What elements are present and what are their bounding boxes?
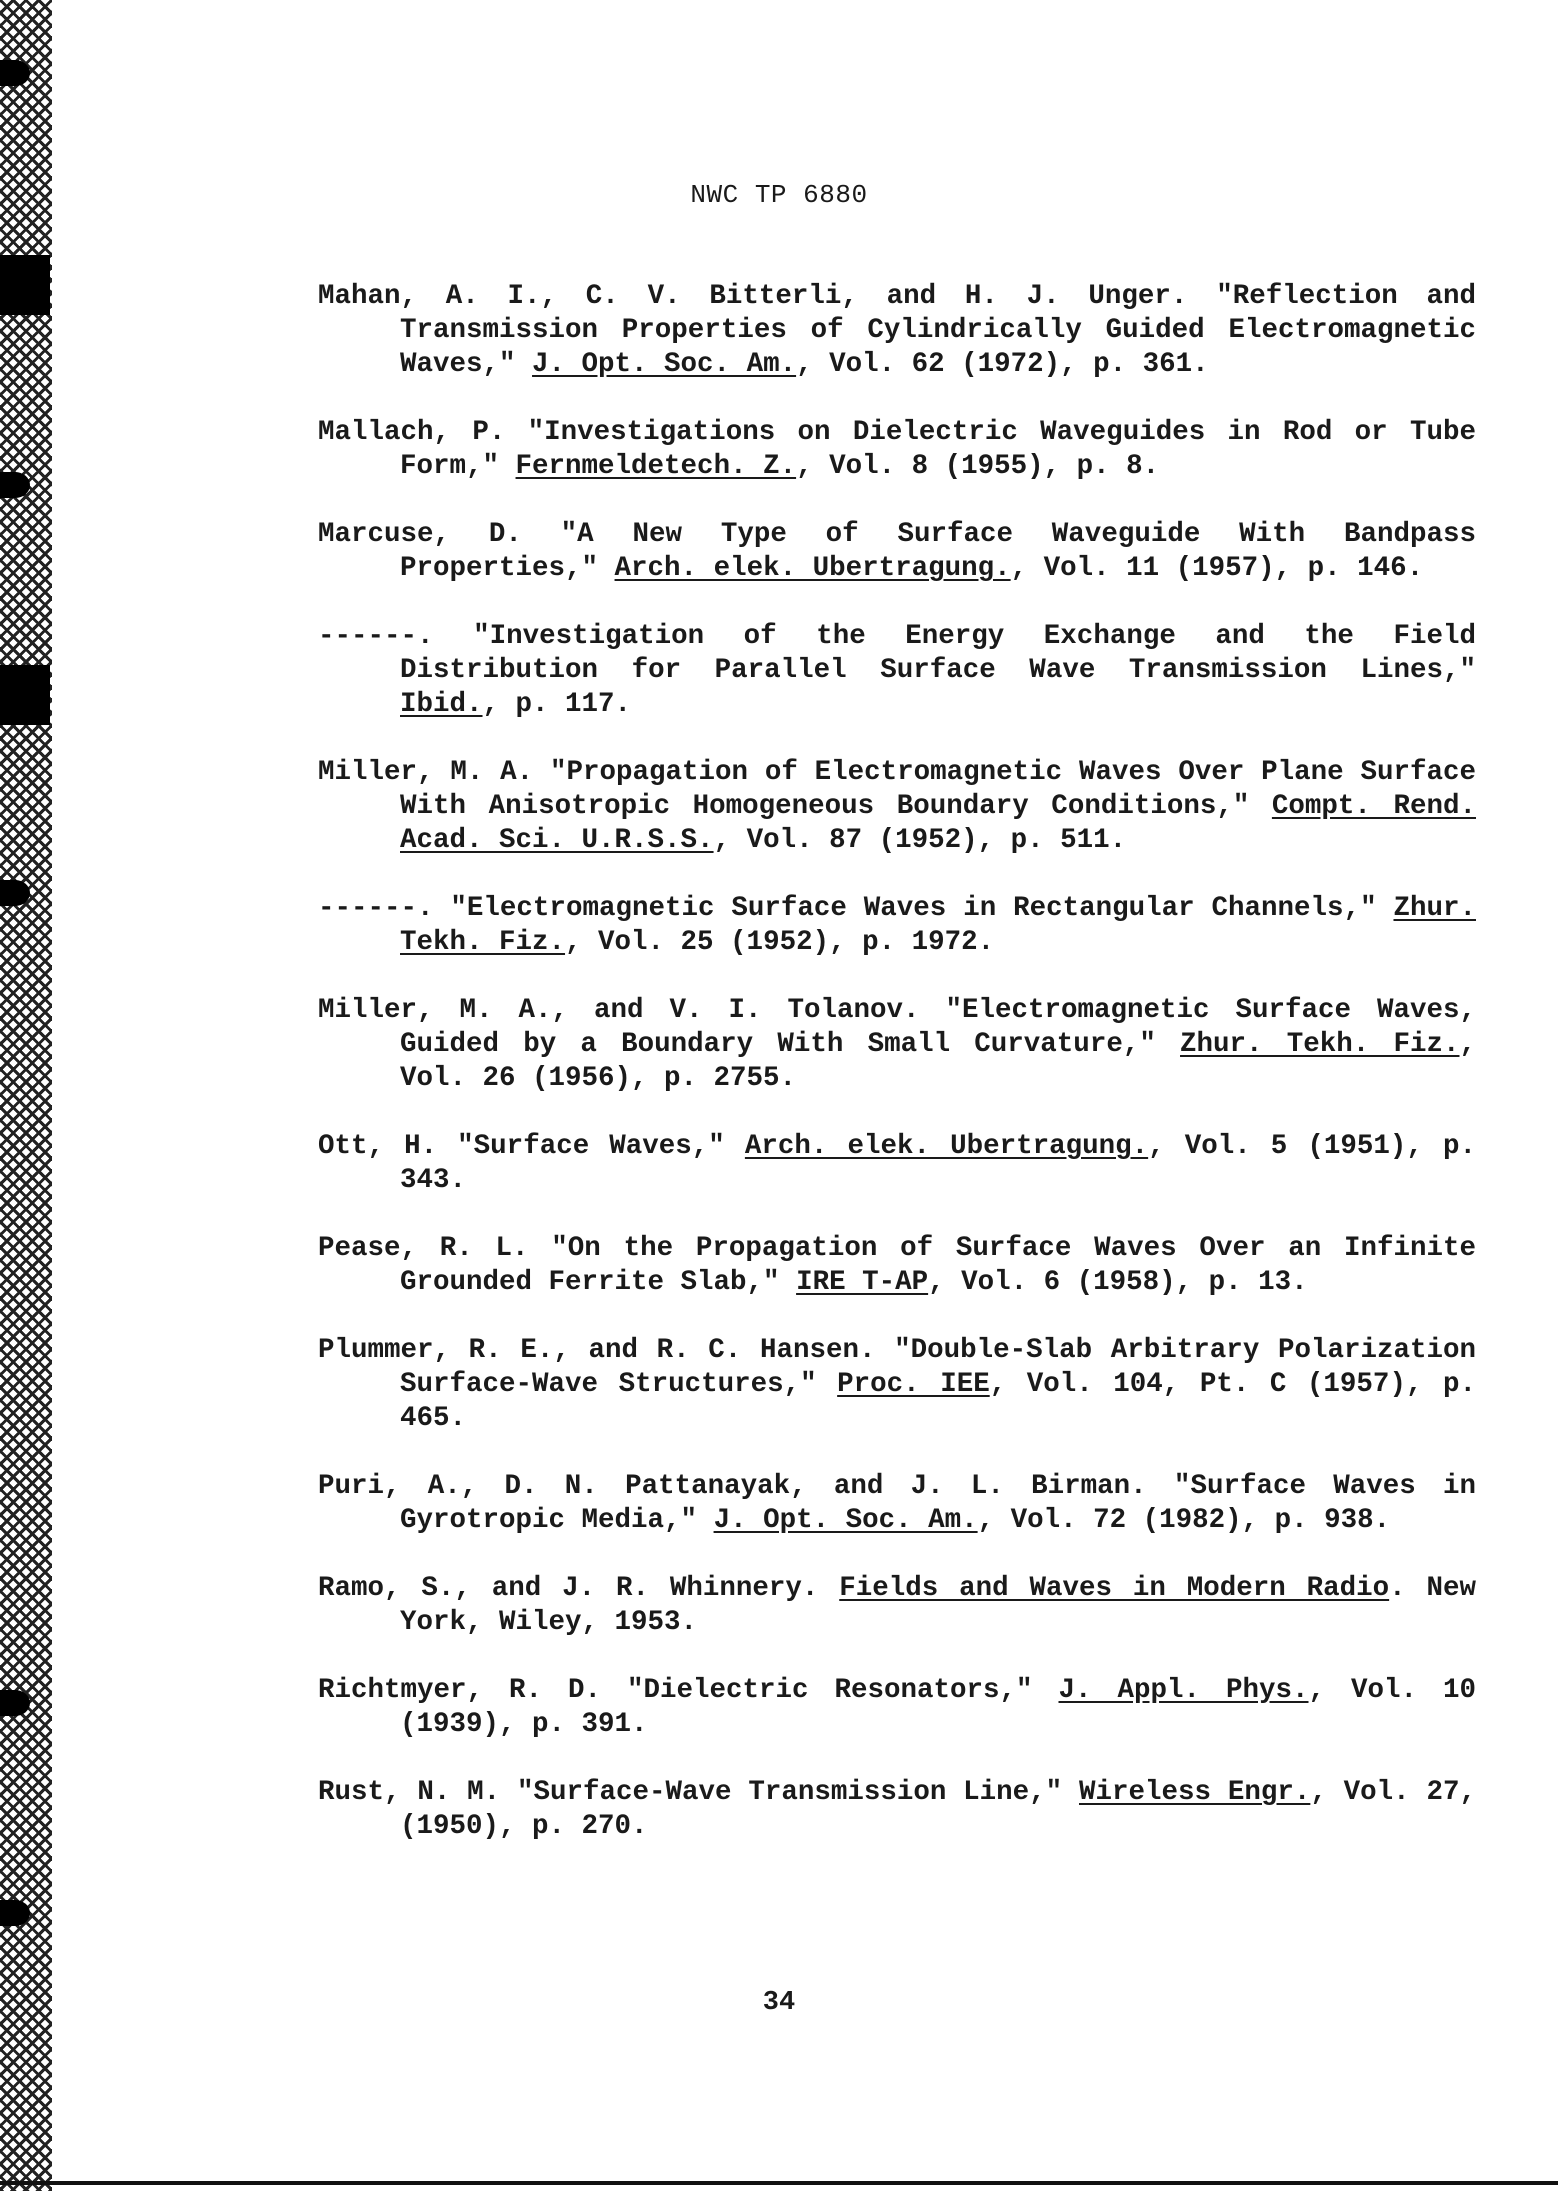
scan-dark-band (0, 255, 50, 315)
reference-detail: , Vol. 25 (1952), p. 1972. (565, 927, 995, 958)
reference-entry (318, 1572, 1476, 1640)
reference-entry (318, 416, 1476, 484)
reference-entry (318, 1334, 1476, 1436)
reference-entry (318, 1470, 1476, 1538)
punch-hole (0, 60, 30, 86)
page-number: 34 (762, 1988, 796, 2018)
reference-text: Rust, N. M. "Surface-Wave Transmission Line," (318, 1777, 1079, 1808)
reference-source: Fernmeldetech. Z. (515, 451, 797, 482)
reference-detail: , p. 117. (482, 689, 632, 720)
reference-entry (318, 994, 1476, 1096)
punch-hole (0, 1690, 30, 1716)
reference-text: Ramo, S., and J. R. Whinnery. (318, 1573, 840, 1604)
reference-detail: , Vol. 11 (1957), p. 146. (1010, 553, 1424, 584)
punch-hole (0, 472, 30, 498)
reference-text: Miller, M. A. "Propagation of Electromagnetic Waves Over Plane Surface With Anisotropic Homogeneous Boundary Conditions," (318, 757, 1476, 822)
reference-detail: , Vol. 10 (1939), p. 391. (400, 1675, 1476, 1740)
reference-source: Arch. elek. Ubertragung. (744, 1131, 1149, 1162)
reference-source: IRE T-AP (796, 1267, 929, 1298)
reference-entry (318, 1232, 1476, 1300)
reference-source: Arch. elek. Ubertragung. (614, 553, 1011, 584)
reference-entry (318, 518, 1476, 586)
reference-text: Miller, M. A., and V. I. Tolanov. "Electromagnetic Surface Waves, Guided by a Boundary With Small Curvature," (318, 995, 1476, 1060)
reference-text: Puri, A., D. N. Pattanayak, and J. L. Birman. "Surface Waves in Gyrotropic Media," (318, 1471, 1476, 1536)
reference-text: Marcuse, D. "A New Type of Surface Waveguide With Bandpass Properties," (318, 519, 1476, 584)
reference-source: Zhur. Tekh. Fiz. (1180, 1029, 1460, 1060)
reference-source: Zhur. Tekh. Fiz. (400, 893, 1476, 958)
reference-entry (318, 1130, 1476, 1198)
reference-detail: , Vol. 26 (1956), p. 2755. (400, 1029, 1476, 1094)
reference-source: J. Opt. Soc. Am. (713, 1505, 978, 1536)
reference-text: Pease, R. L. "On the Propagation of Surface Waves Over an Infinite Grounded Ferrite Slab," (318, 1233, 1476, 1298)
reference-detail: , Vol. 6 (1958), p. 13. (928, 1267, 1308, 1298)
reference-source: Ibid. (400, 689, 483, 720)
reference-detail: . New York, Wiley, 1953. (400, 1573, 1476, 1638)
reference-source: Fields and Waves in Modern Radio (839, 1573, 1390, 1604)
report-number-header: NWC TP 6880 (690, 180, 868, 210)
punch-hole (0, 1900, 30, 1926)
reference-text: Mahan, A. I., C. V. Bitterli, and H. J. Unger. "Reflection and Transmission Properties of Cylindrically Guided Electromagnetic Waves," (318, 281, 1476, 380)
reference-detail: , Vol. 87 (1952), p. 511. (713, 825, 1127, 856)
reference-entry (318, 756, 1476, 858)
reference-source: Compt. Rend. Acad. Sci. U.R.S.S. (400, 791, 1476, 856)
reference-source: Wireless Engr. (1079, 1777, 1311, 1808)
reference-source: J. Appl. Phys. (1058, 1675, 1309, 1706)
reference-detail: , Vol. 104, Pt. C (1957), p. 465. (400, 1369, 1476, 1434)
reference-entry (318, 892, 1476, 960)
reference-text: ------. "Electromagnetic Surface Waves in Rectangular Channels," (318, 893, 1394, 924)
reference-text: Plummer, R. E., and R. C. Hansen. "Double-Slab Arbitrary Polarization Surface-Wave Structures," (318, 1335, 1476, 1400)
page-bottom-rule (0, 2181, 1558, 2185)
scan-binding-edge (0, 0, 52, 2191)
reference-entry (318, 280, 1476, 382)
reference-entry (318, 1674, 1476, 1742)
reference-text: Mallach, P. "Investigations on Dielectric Waveguides in Rod or Tube Form," (318, 417, 1476, 482)
reference-text: Richtmyer, R. D. "Dielectric Resonators," (318, 1675, 1059, 1706)
reference-list (318, 280, 1476, 1878)
reference-source: J. Opt. Soc. Am. (532, 349, 797, 380)
reference-text: ------. "Investigation of the Energy Exchange and the Field Distribution for Parallel Surface Wave Transmission Lines," (318, 621, 1476, 686)
reference-detail: , Vol. 5 (1951), p. 343. (400, 1131, 1476, 1196)
reference-detail: , Vol. 8 (1955), p. 8. (796, 451, 1160, 482)
scan-dark-band (0, 665, 50, 725)
reference-entry (318, 1776, 1476, 1844)
punch-hole (0, 880, 30, 906)
reference-detail: , Vol. 72 (1982), p. 938. (977, 1505, 1391, 1536)
reference-detail: , Vol. 27, (1950), p. 270. (400, 1777, 1477, 1842)
reference-text: Ott, H. "Surface Waves," (318, 1131, 745, 1162)
reference-entry (318, 620, 1476, 722)
reference-source: Proc. IEE (837, 1369, 990, 1400)
reference-detail: , Vol. 62 (1972), p. 361. (796, 349, 1209, 380)
